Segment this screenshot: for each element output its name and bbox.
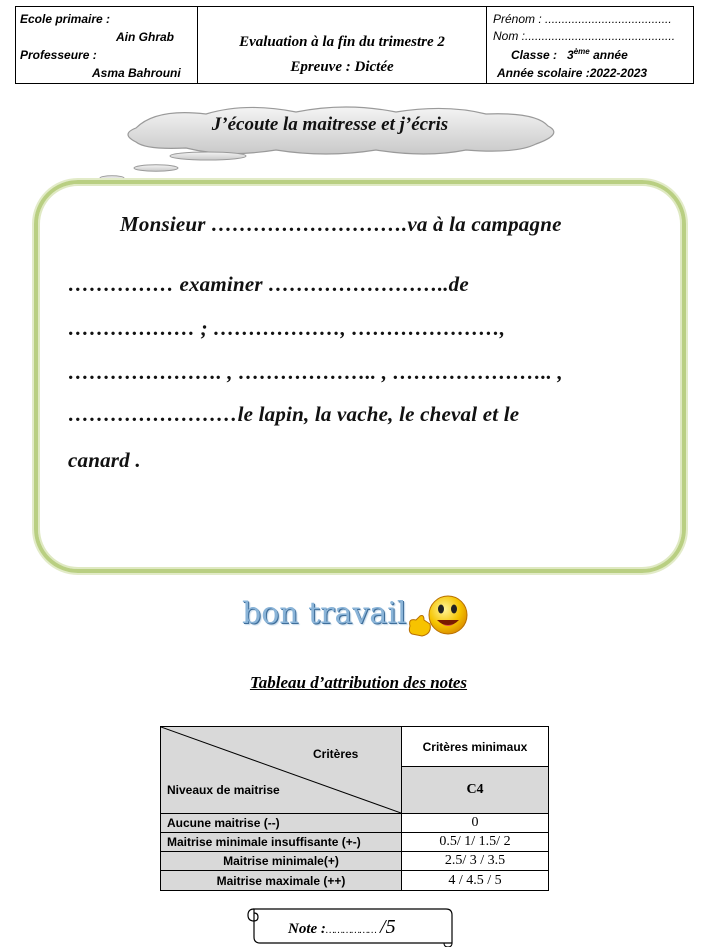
classe-label: Classe : [511,48,558,62]
dictation-line-3: ……………… ; ………………, …………………, [68,316,506,340]
note-label: Note : [288,921,326,937]
evaluation-subtitle: Epreuve : Dictée [290,59,394,75]
nom-field: Nom :............................................. [493,29,676,43]
dictation-line-5: ……………………le lapin, la vache, le cheval et le [68,402,520,426]
bon-travail-wordart: bon travail [242,596,407,631]
classe-number: 3 [567,48,574,62]
value-cell: 0 [402,814,549,833]
table-row [161,833,549,852]
table-row [161,814,549,833]
school-label: Ecole primaire : [20,12,111,26]
classe-field [511,48,628,62]
thumbs-up-smiley-icon [404,594,472,642]
classe-superscript: ème [573,47,590,56]
grading-table [160,726,549,891]
teacher-label: Professeure : [20,48,97,62]
header-criteres-minimaux: Critères minimaux [402,727,549,767]
header-table [15,6,694,84]
note-max: /5 [380,916,396,938]
note-field [288,916,396,939]
diagonal-header-cell [161,727,402,814]
header-criteres: Critères [313,747,359,761]
evaluation-title: Evaluation à la fin du trimestre 2 [239,34,445,50]
classe-word: année [593,48,628,62]
dictation-frame [34,180,686,573]
dictation-line-1: Monsieur ……………………….va à la campagne [120,212,562,236]
school-name: Ain Ghrab [116,30,175,44]
level-cell: Maitrise minimale(+) [161,852,402,871]
value-cell: 0.5/ 1/ 1.5/ 2 [402,833,549,852]
dictation-line-4: …………………. , ……………….. , ………………….. , [68,360,563,384]
table-row [161,871,549,891]
level-cell: Maitrise maximale (++) [161,871,402,891]
school-year: Année scolaire :2022-2023 [497,66,648,80]
cloud-title: J’écoute la maitresse et j’écris [211,114,449,135]
value-cell: 2.5/ 3 / 3.5 [402,852,549,871]
title-cell [198,7,487,83]
table-row [161,852,549,871]
header-c4: C4 [402,767,549,814]
school-info-cell [16,7,198,83]
level-cell: Maitrise minimale insuffisante (+-) [161,833,402,852]
table-title: Tableau d’attribution des notes [249,673,468,692]
note-dots: ……………… [325,925,377,936]
dictation-line-6: canard . [68,448,141,472]
level-cell: Aucune maitrise (--) [161,814,402,833]
header-niveaux: Niveaux de maitrise [167,783,280,797]
dictation-line-2: …………… examiner ……………………..de [68,272,469,296]
teacher-name: Asma Bahrouni [92,66,181,80]
value-cell: 4 / 4.5 / 5 [402,871,549,891]
student-info-cell [487,7,693,83]
diagonal-divider [161,727,401,813]
prenom-field: Prénom : ...................................... [493,12,672,26]
